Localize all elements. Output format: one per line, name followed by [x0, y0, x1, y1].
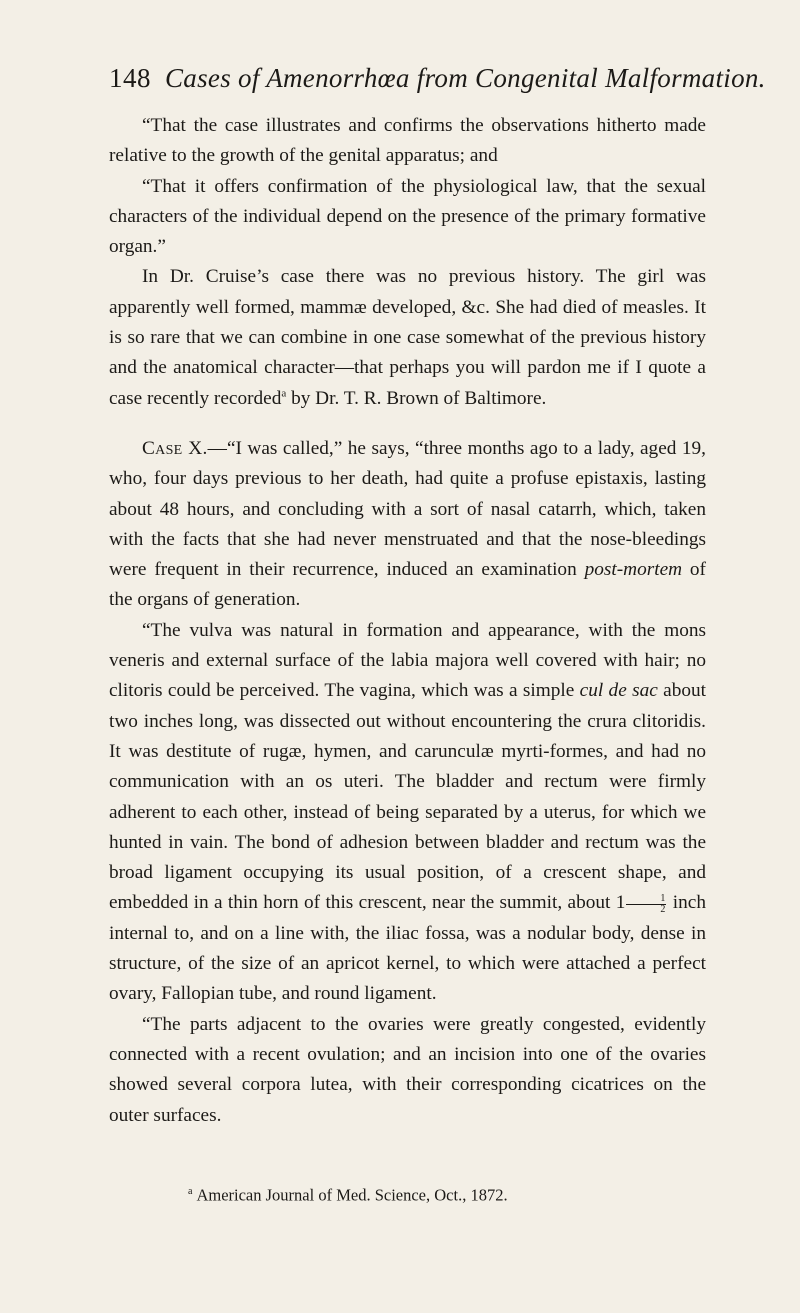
fraction-numerator: 1	[626, 894, 666, 905]
post-mortem-italic: post-mortem	[584, 559, 683, 581]
footnote-text: American Journal of Med. Science, Oct., 1872.	[196, 1185, 508, 1205]
paragraph-case-x	[109, 434, 706, 616]
paragraph-1: “That the case illustrates and confirms the observations hitherto made relative to the growth of the genital apparatus; and	[109, 115, 706, 167]
running-title: Cases of Amenorrhœa from Congenital Malformation.	[165, 63, 766, 93]
paragraph-ovaries: “The parts adjacent to the ovaries were greatly congested, evidently connected with a recent ovulation; and an incision into one of the ovaries showed several corpora lutea, with their corresponding cicatrices on the outer surfaces.	[109, 1013, 706, 1126]
case-x-tail: of the organs of generation.	[109, 559, 706, 611]
footnote-reference: a	[281, 387, 287, 400]
cul-de-sac-italic: cul de sac	[579, 680, 658, 702]
page-number: 148	[109, 63, 151, 93]
vulva-text: “The vulva was natural in formation and appearance, with the mons veneris and external surface of the labia majora well covered with hair; no clitoris could be perceived. The vagina, which was a simple	[109, 619, 706, 702]
paragraph-2: “That it offers confirmation of the physiological law, that the sexual characters of the individual depend on the presence of the primary formative organ.”	[109, 175, 706, 258]
vulva-text-2: about two inches long, was dissected out without encountering the crura clitoridis. It was destitute of rugæ, hymen, and carunculæ myrti-formes, and had no communication with an os uteri. The bladder and rectum were firmly adherent to each other, instead of being separated by a uterus, for which we hunted in vain. The bond of adhesion between bladder and rectum was the broad ligament occupying its usual position, of a crescent shape, and embedded in a thin horn of this crescent, near the summit, about	[109, 680, 706, 914]
case-x-text: —“I was called,” he says, “three months ago to a lady, aged 19, who, four days previous to her death, had quite a profuse epistaxis, lasting about 48 hours, and concluding with a sort of nasal catarrh, which, taken with the facts that she had never menstruated and that the nose-bleedings were frequent in their recurrence, induced an examination	[109, 437, 706, 581]
paragraph-3-tail: by Dr. T. R. Brown of Baltimore.	[286, 387, 547, 409]
fraction-denominator: 2	[660, 903, 666, 915]
footnote-mark: a	[188, 1186, 193, 1197]
case-label: Case X.	[142, 437, 208, 459]
body-text	[109, 111, 706, 1131]
footnote	[188, 1181, 748, 1207]
running-header	[109, 63, 766, 93]
paragraph-gap	[109, 414, 706, 434]
paragraph-vulva	[109, 616, 706, 1010]
fraction-half	[626, 894, 666, 915]
fraction-whole: 1	[615, 892, 626, 914]
vulva-text-3: inch internal to, and on a line with, the iliac fossa, was a nodular body, dense in structure, of the size of an apricot kernel, to which were attached a perfect ovary, Fallopian tube, and round ligament.	[109, 892, 706, 1005]
paragraph-3	[109, 262, 706, 413]
paragraph-3-text: In Dr. Cruise’s case there was no previous history. The girl was apparently well formed, mammæ developed, &c. She had died of measles. It is so rare that we can combine in one case somewhat of the previous history and the anatomical character—that perhaps you will pardon me if I quote a case recently recorded	[109, 266, 706, 409]
